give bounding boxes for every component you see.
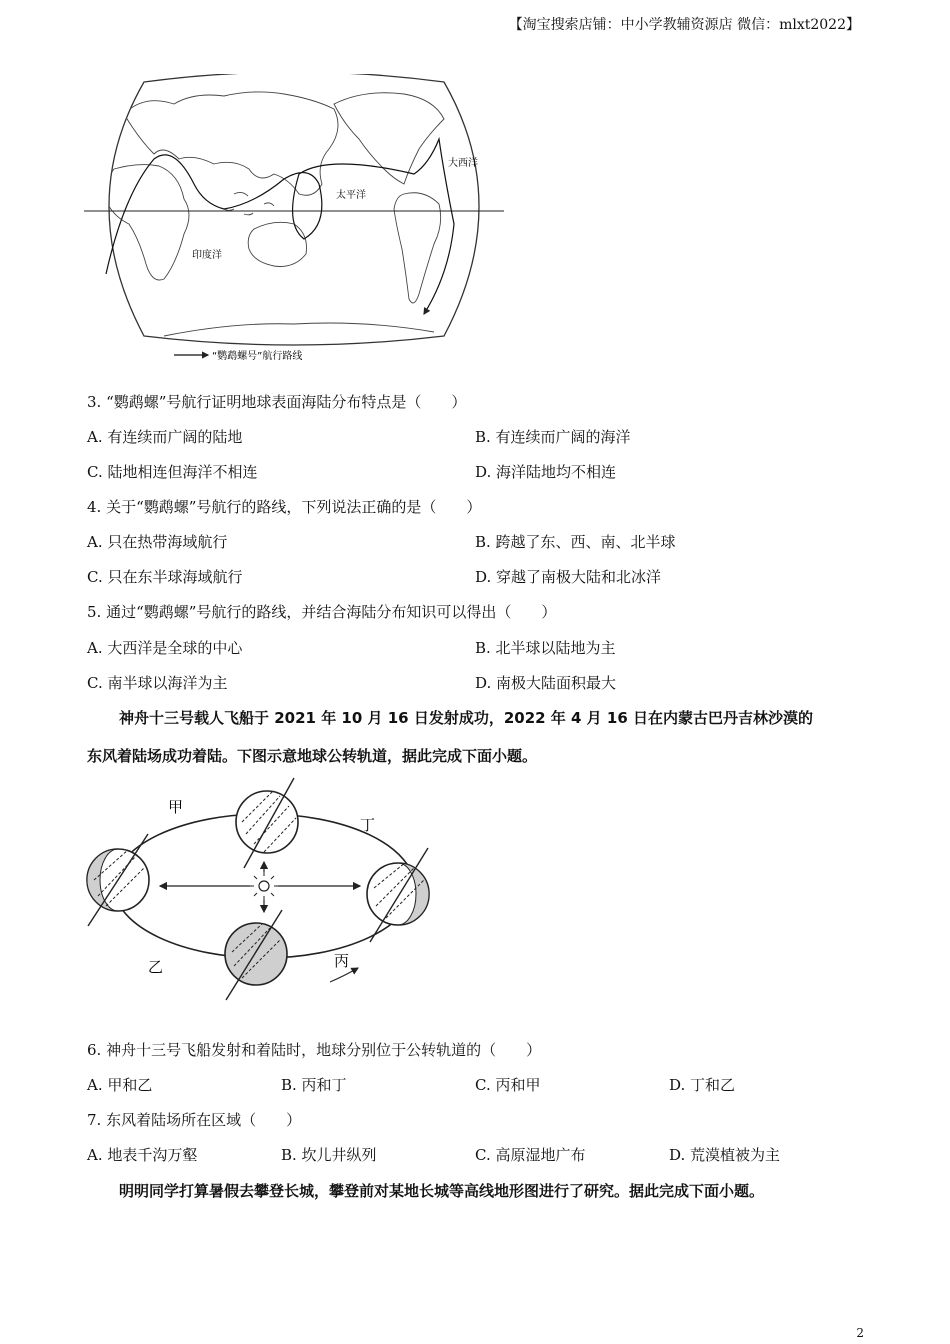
question-3-option-d[interactable]: D. 海洋陆地均不相连 — [475, 463, 617, 481]
pacific-label: 太平洋 — [336, 190, 366, 201]
question-3-option-a[interactable]: A. 有连续而广阔的陆地 — [87, 428, 243, 446]
question-7-option-b[interactable]: B. 坎儿井纵列 — [281, 1146, 377, 1164]
question-5-option-b[interactable]: B. 北半球以陆地为主 — [475, 639, 616, 657]
question-6-option-a[interactable]: A. 甲和乙 — [87, 1076, 153, 1094]
australia-coast — [248, 222, 306, 266]
page-number: 2 — [856, 1326, 864, 1340]
earth-left-icon — [87, 834, 149, 926]
north-america-coast — [334, 93, 444, 184]
question-5-option-d[interactable]: D. 南极大陆面积最大 — [475, 674, 617, 692]
atlantic-label: 大西洋 — [448, 158, 478, 169]
intro-paragraph-2: 明明同学打算暑假去攀登长城，攀登前对某地长城等高线地形图进行了研究。据此完成下面小题。 — [119, 1182, 765, 1200]
indian-label: 印度洋 — [192, 250, 222, 261]
question-7-option-c[interactable]: C. 高原湿地广布 — [475, 1146, 586, 1164]
sun-icon — [250, 872, 278, 900]
orbit-label-yi: 乙 — [148, 958, 164, 976]
question-3-stem: 3. “鹦鹉螺”号航行证明地球表面海陆分布特点是（ ） — [87, 393, 467, 411]
question-4-option-c[interactable]: C. 只在东半球海域航行 — [87, 568, 243, 586]
orbit-label-jia: 甲 — [168, 798, 184, 816]
eurasia-coast — [124, 92, 338, 195]
intro-paragraph-line-2: 东风着陆场成功着陆。下图示意地球公转轨道，据此完成下面小题。 — [87, 747, 538, 765]
africa-coast — [104, 165, 189, 280]
question-6-option-b[interactable]: B. 丙和丁 — [281, 1076, 347, 1094]
question-4-option-d[interactable]: D. 穿越了南极大陆和北冰洋 — [475, 568, 662, 586]
page-header: 【淘宝搜索店铺：中小学教辅资源店 微信：mlxt2022】 — [508, 17, 860, 33]
question-5-stem: 5. 通过“鹦鹉螺”号航行的路线，并结合海陆分布知识可以得出（ ） — [87, 603, 557, 621]
question-3-option-c[interactable]: C. 陆地相连但海洋不相连 — [87, 463, 258, 481]
earth-right-icon — [367, 848, 429, 942]
question-6-option-c[interactable]: C. 丙和甲 — [475, 1076, 541, 1094]
orbit-label-bing: 丙 — [334, 952, 350, 970]
question-3-option-b[interactable]: B. 有连续而广阔的海洋 — [475, 428, 631, 446]
south-america-coast — [394, 193, 441, 303]
question-6-option-d[interactable]: D. 丁和乙 — [669, 1076, 736, 1094]
question-7-option-d[interactable]: D. 荒漠植被为主 — [669, 1146, 781, 1164]
question-4-option-a[interactable]: A. 只在热带海域航行 — [87, 533, 228, 551]
question-7-stem: 7. 东风着陆场所在区域（ ） — [87, 1111, 302, 1129]
world-map-figure — [84, 74, 504, 364]
question-7-option-a[interactable]: A. 地表千沟万壑 — [87, 1146, 198, 1164]
question-5-option-c[interactable]: C. 南半球以海洋为主 — [87, 674, 228, 692]
map-outline — [109, 74, 479, 345]
earth-bottom-icon — [225, 910, 287, 1000]
question-4-option-b[interactable]: B. 跨越了东、西、南、北半球 — [475, 533, 676, 551]
orbit-figure — [84, 776, 444, 1002]
nautilus-route — [106, 139, 454, 314]
antarctica-coast — [164, 323, 434, 336]
earth-top-icon — [236, 778, 298, 868]
map-legend: “鹦鹉螺号”航行路线 — [212, 351, 303, 362]
question-4-stem: 4. 关于“鹦鹉螺”号航行的路线，下列说法正确的是（ ） — [87, 498, 482, 516]
question-5-option-a[interactable]: A. 大西洋是全球的中心 — [87, 639, 243, 657]
orbit-label-ding: 丁 — [360, 816, 376, 834]
intro-paragraph-line-1: 神舟十三号载人飞船于 2021 年 10 月 16 日发射成功，2022 年 4 月 16 日在内蒙古巴丹吉林沙漠的 — [119, 709, 814, 727]
question-6-stem: 6. 神舟十三号飞船发射和着陆时，地球分别位于公转轨道的（ ） — [87, 1041, 542, 1059]
